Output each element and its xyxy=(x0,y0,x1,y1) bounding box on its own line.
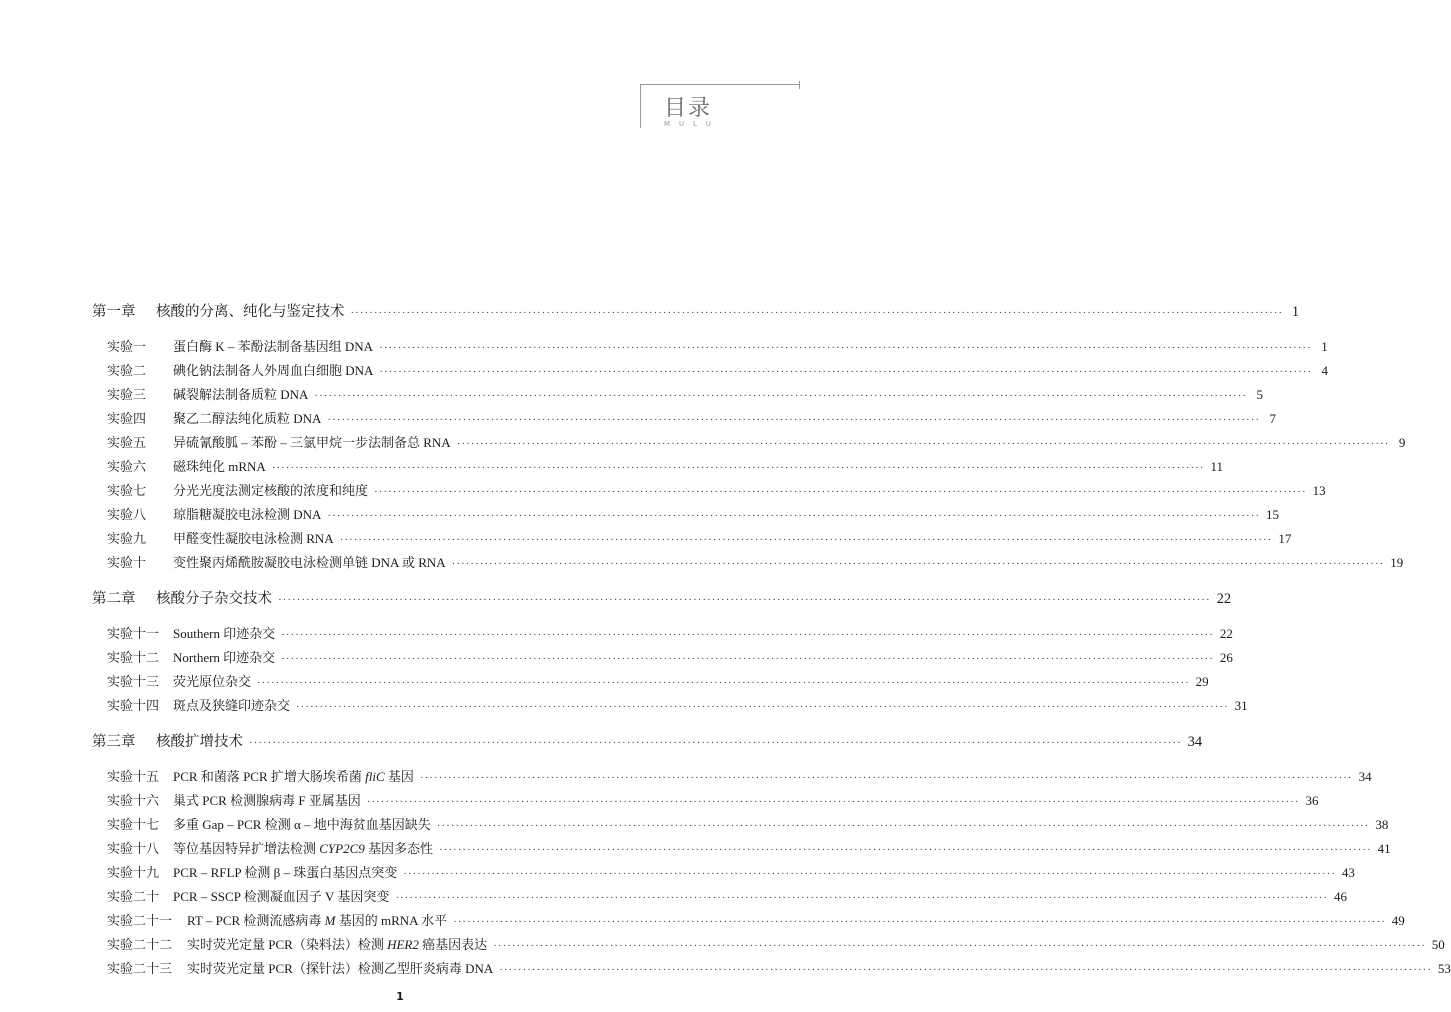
leader-dots: ········································································································································································································ xyxy=(395,892,1328,904)
entry-number: 实验二十三 xyxy=(107,961,173,976)
toc-entry-12[interactable] xyxy=(92,647,1233,671)
footer-page-number: 1 xyxy=(396,990,404,1003)
toc-entry-15[interactable] xyxy=(92,766,1372,790)
entry-title: 分光光度法测定核酸的浓度和纯度 xyxy=(173,483,369,498)
entry-title: 实时荧光定量 PCR（探针法）检测乙型肝炎病毒 DNA xyxy=(187,961,494,976)
entry-title: 等位基因特异扩增法检测 CYP2C9 基因多态性 xyxy=(173,841,434,856)
toc-entry-18[interactable] xyxy=(92,838,1391,862)
page-number: 4 xyxy=(1321,363,1329,378)
entry-number: 实验三 xyxy=(107,387,147,402)
entry-number: 实验八 xyxy=(107,507,147,522)
entry-number: 实验十二 xyxy=(107,650,160,665)
page-number: 36 xyxy=(1305,793,1319,808)
leader-dots: ········································································································································································································ xyxy=(499,964,1432,976)
toc-entry-21[interactable] xyxy=(92,910,1405,934)
leader-dots: ········································································································································································································ xyxy=(249,737,1182,749)
page-number: 49 xyxy=(1391,913,1405,928)
leader-dots: ········································································································································································································ xyxy=(327,414,1261,426)
gene-name: HER2 xyxy=(387,937,419,952)
toc-entry-22[interactable] xyxy=(92,934,1445,958)
toc-entry-14[interactable] xyxy=(92,695,1248,719)
entry-number: 实验二 xyxy=(107,363,147,378)
leader-dots: ········································································································································································································ xyxy=(257,677,1190,689)
leader-dots: ········································································································································································································ xyxy=(296,701,1229,713)
leader-dots: ········································································································································································································ xyxy=(314,390,1248,402)
page-number: 31 xyxy=(1234,698,1248,713)
entry-title: 斑点及狭缝印迹杂交 xyxy=(173,698,291,713)
page-number: 34 xyxy=(1187,734,1203,750)
toc-entry-16[interactable] xyxy=(92,790,1319,814)
toc-entry-19[interactable] xyxy=(92,862,1355,886)
toc-entry-2[interactable] xyxy=(92,360,1329,384)
leader-dots: ········································································································································································································ xyxy=(374,486,1307,498)
page-number: 26 xyxy=(1219,650,1233,665)
entry-title: 磁珠纯化 mRNA xyxy=(173,459,266,474)
toc-entry-17[interactable] xyxy=(92,814,1389,838)
page-number: 19 xyxy=(1390,555,1404,570)
entry-title: 蛋白酶 K – 苯酚法制备基因组 DNA xyxy=(173,339,374,354)
entry-title: Northern 印迹杂交 xyxy=(173,650,276,665)
page-number: 1 xyxy=(1291,304,1300,320)
page-number: 43 xyxy=(1341,865,1355,880)
leader-dots: ········································································································································································································ xyxy=(419,772,1353,784)
leader-dots: ········································································································································································································ xyxy=(436,820,1370,832)
entry-title: PCR – RFLP 检测 β – 珠蛋白基因点突变 xyxy=(173,865,398,880)
page-number: 7 xyxy=(1269,411,1277,426)
toc-chapter-2[interactable] xyxy=(92,587,1232,611)
page-number: 22 xyxy=(1216,591,1232,607)
toc-entry-23[interactable] xyxy=(92,958,1451,982)
leader-dots: ········································································································································································································ xyxy=(281,629,1214,641)
page-number: 46 xyxy=(1333,889,1347,904)
gene-name: fliC xyxy=(365,769,385,784)
toc-entry-6[interactable] xyxy=(92,456,1223,480)
leader-dots: ········································································································································································································ xyxy=(403,868,1336,880)
entry-number: 实验二十 xyxy=(107,889,160,904)
entry-title: RT – PCR 检测流感病毒 M 基因的 mRNA 水平 xyxy=(187,913,448,928)
toc-entry-8[interactable] xyxy=(92,504,1280,528)
chapter-title: 核酸分子杂交技术 xyxy=(156,591,272,607)
page-number: 15 xyxy=(1266,507,1280,522)
leader-dots: ········································································································································································································ xyxy=(327,510,1261,522)
toc-chapter-1[interactable] xyxy=(92,300,1300,324)
entry-title: 多重 Gap – PCR 检测 α – 地中海贫血基因缺失 xyxy=(173,817,431,832)
leader-dots: ········································································································································································································ xyxy=(278,594,1211,606)
page-number: 11 xyxy=(1210,459,1223,474)
toc-entry-9[interactable] xyxy=(92,528,1292,552)
chapter-number: 第一章 xyxy=(92,304,136,320)
toc-entry-20[interactable] xyxy=(92,886,1347,910)
entry-title: 碱裂解法制备质粒 DNA xyxy=(173,387,309,402)
toc-entry-11[interactable] xyxy=(92,623,1233,647)
leader-dots: ········································································································································································································ xyxy=(366,796,1300,808)
leader-dots: ········································································································································································································ xyxy=(453,916,1386,928)
chapter-title: 核酸的分离、纯化与鉴定技术 xyxy=(156,304,345,320)
entry-title: 荧光原位杂交 xyxy=(173,674,252,689)
chapter-title: 核酸扩增技术 xyxy=(156,734,243,750)
entry-number: 实验二十二 xyxy=(107,937,173,952)
entry-number: 实验七 xyxy=(107,483,147,498)
page-number: 13 xyxy=(1312,483,1326,498)
toc-entry-1[interactable] xyxy=(92,336,1328,360)
entry-title: PCR – SSCP 检测凝血因子 V 基因突变 xyxy=(173,889,390,904)
entry-number: 实验十一 xyxy=(107,626,160,641)
entry-number: 实验十三 xyxy=(107,674,160,689)
leader-dots: ········································································································································································································ xyxy=(339,534,1273,546)
toc-entry-13[interactable] xyxy=(92,671,1209,695)
entry-number: 实验十九 xyxy=(107,865,160,880)
gene-name: CYP2C9 xyxy=(319,841,365,856)
toc-title: 目录 xyxy=(664,96,713,121)
page-number: 1 xyxy=(1321,339,1328,354)
toc-chapter-3[interactable] xyxy=(92,730,1203,754)
gene-name: M xyxy=(324,913,336,928)
chapter-number: 第二章 xyxy=(92,591,136,607)
page-number: 22 xyxy=(1219,626,1233,641)
toc-entry-7[interactable] xyxy=(92,480,1326,504)
entry-number: 实验十四 xyxy=(107,698,160,713)
toc-entry-10[interactable] xyxy=(92,552,1404,576)
entry-number: 实验一 xyxy=(107,339,147,354)
page-number: 29 xyxy=(1195,674,1209,689)
table-of-contents xyxy=(92,300,1451,982)
entry-title: Southern 印迹杂交 xyxy=(173,626,276,641)
entry-title: 异硫氰酸胍 – 苯酚 – 三氯甲烷一步法制备总 RNA xyxy=(173,435,451,450)
entry-number: 实验十八 xyxy=(107,841,160,856)
page-number: 9 xyxy=(1398,435,1406,450)
leader-dots: ········································································································································································································ xyxy=(281,653,1214,665)
chapter-number: 第三章 xyxy=(92,734,136,750)
leader-dots: ········································································································································································································ xyxy=(493,940,1426,952)
toc-entry-3[interactable] xyxy=(92,384,1264,408)
entry-number: 实验四 xyxy=(107,411,147,426)
entry-number: 实验五 xyxy=(107,435,147,450)
entry-title: 琼脂糖凝胶电泳检测 DNA xyxy=(173,507,322,522)
toc-subtitle: MULU xyxy=(664,120,720,128)
page-number: 5 xyxy=(1256,387,1264,402)
leader-dots: ········································································································································································································ xyxy=(350,307,1284,319)
entry-title: PCR 和菌落 PCR 扩增大肠埃希菌 fliC 基因 xyxy=(173,769,414,784)
entry-title: 实时荧光定量 PCR（染料法）检测 HER2 癌基因表达 xyxy=(187,937,488,952)
page-number: 50 xyxy=(1431,937,1445,952)
page-number: 34 xyxy=(1358,769,1372,784)
entry-title: 变性聚丙烯酰胺凝胶电泳检测单链 DNA 或 RNA xyxy=(173,555,446,570)
leader-dots: ········································································································································································································ xyxy=(439,844,1372,856)
page-number: 53 xyxy=(1437,961,1451,976)
leader-dots: ········································································································································································································ xyxy=(451,558,1385,570)
entry-number: 实验二十一 xyxy=(107,913,173,928)
entry-number: 实验六 xyxy=(107,459,147,474)
leader-dots: ········································································································································································································ xyxy=(379,342,1312,354)
page-number: 38 xyxy=(1375,817,1389,832)
leader-dots: ········································································································································································································ xyxy=(271,462,1205,474)
entry-number: 实验十五 xyxy=(107,769,160,784)
page-number: 17 xyxy=(1278,531,1292,546)
toc-entry-5[interactable] xyxy=(92,432,1406,456)
entry-title: 碘化钠法制备人外周血白细胞 DNA xyxy=(173,363,374,378)
entry-number: 实验九 xyxy=(107,531,147,546)
leader-dots: ········································································································································································································ xyxy=(379,366,1313,378)
entry-number: 实验十七 xyxy=(107,817,160,832)
entry-title: 甲醛变性凝胶电泳检测 RNA xyxy=(173,531,334,546)
toc-entry-4[interactable] xyxy=(92,408,1277,432)
entry-number: 实验十六 xyxy=(107,793,160,808)
entry-title: 巢式 PCR 检测腺病毒 F 亚属基因 xyxy=(173,793,361,808)
leader-dots: ········································································································································································································ xyxy=(456,438,1390,450)
entry-title: 聚乙二醇法纯化质粒 DNA xyxy=(173,411,322,426)
entry-number: 实验十 xyxy=(107,555,147,570)
page-number: 41 xyxy=(1377,841,1391,856)
